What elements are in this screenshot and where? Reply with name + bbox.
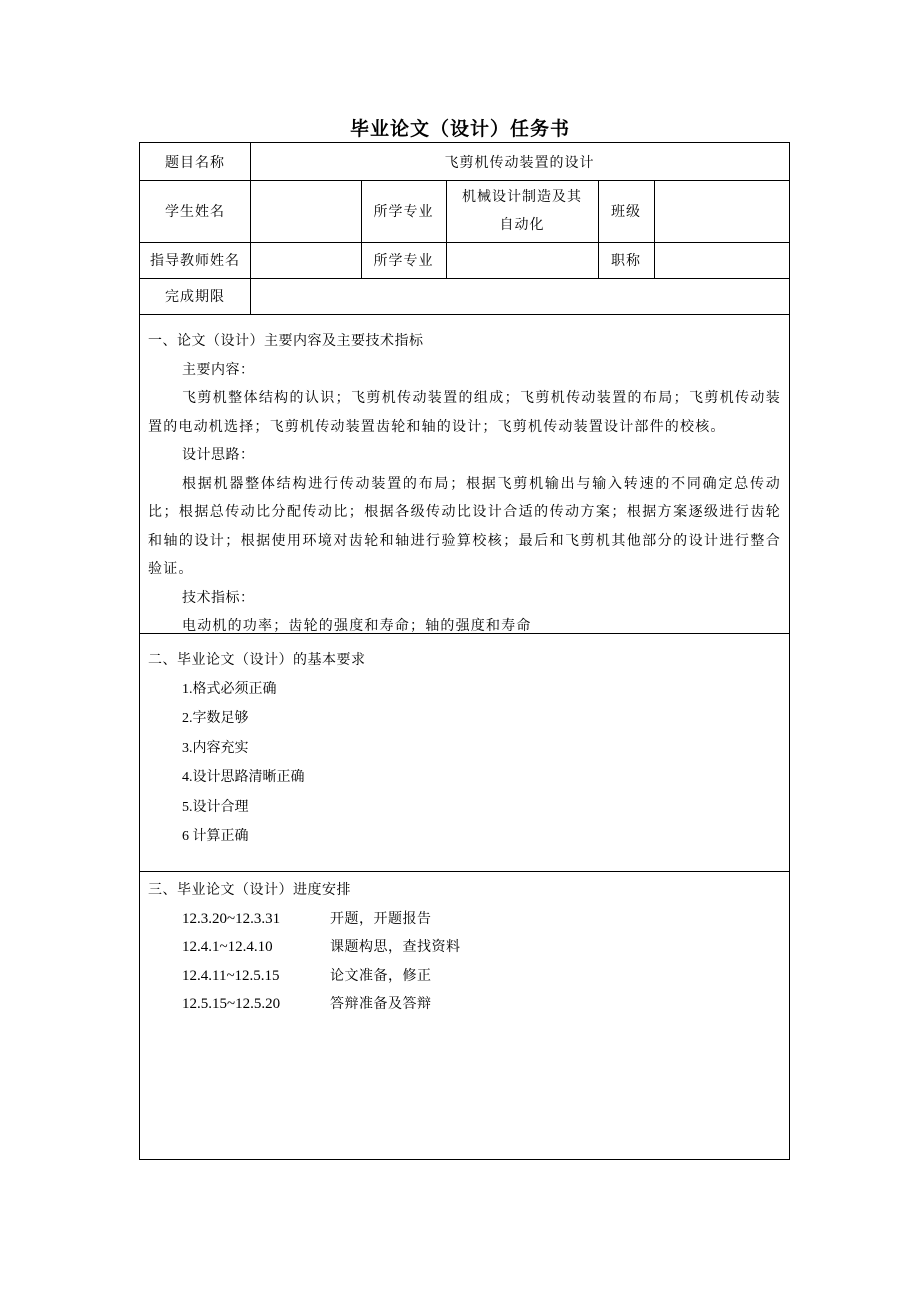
section-heading: 三、毕业论文（设计）进度安排 <box>148 882 351 898</box>
title-rank-label: 职称 <box>611 253 641 269</box>
schedule-date: 12.4.1~12.4.10 <box>182 939 273 955</box>
section-main-content <box>148 327 781 641</box>
schedule-row <box>148 905 781 934</box>
schedule-date: 12.5.15~12.5.20 <box>182 996 281 1012</box>
schedule-date: 12.3.20~12.3.31 <box>182 910 281 927</box>
topic-value[interactable]: 飞剪机传动装置的设计 <box>444 154 595 171</box>
major-value[interactable]: 机械设计制造及其自动化 <box>462 189 582 233</box>
idea-text: 根据机器整体结构进行传动装置的布局；根据飞剪机输出与输入转速的不同确定总传动比；根据总传动比分配传动比；根据各级传动比设计合适的传动方案；根据方案逐级进行齿轮和轴的设计；根据使用环境对齿轮和轴进行验算校核；最后和飞剪机其他部分的设计进行整合验证。 <box>148 475 781 577</box>
list-item: 5.设计合理 <box>182 799 249 815</box>
teacher-major-label: 所学专业 <box>373 253 434 269</box>
teacher-name-label: 指导教师姓名 <box>150 253 240 269</box>
content-label: 主要内容： <box>182 361 255 378</box>
index-label: 技术指标： <box>182 589 255 606</box>
schedule-date: 12.4.11~12.5.15 <box>182 967 280 984</box>
schedule-row <box>148 933 781 962</box>
document-title: 毕业论文（设计）任务书 <box>349 118 570 140</box>
schedule-row <box>148 962 781 991</box>
teacher-name-value[interactable] <box>250 242 361 278</box>
list-item: 2.字数足够 <box>182 711 249 726</box>
teacher-major-value[interactable] <box>446 242 598 278</box>
list-item: 3.内容充实 <box>182 740 249 756</box>
deadline-label: 完成期限 <box>165 289 225 305</box>
content-text: 飞剪机整体结构的认识；飞剪机传动装置的组成；飞剪机传动装置的布局；飞剪机传动装置的电动机选择；飞剪机传动装置齿轮和轴的设计；飞剪机传动装置设计部件的校核。 <box>148 390 781 435</box>
row-divider <box>140 871 789 872</box>
schedule-task: 课题构思，查找资料 <box>330 939 461 955</box>
major-label: 所学专业 <box>373 204 434 220</box>
class-value[interactable] <box>654 180 789 242</box>
class-label: 班级 <box>611 204 641 220</box>
idea-label: 设计思路： <box>182 447 255 463</box>
deadline-value[interactable] <box>250 278 789 314</box>
section-heading: 一、论文（设计）主要内容及主要技术指标 <box>148 333 424 349</box>
schedule-task: 答辩准备及答辩 <box>330 996 432 1012</box>
list-item: 6 计算正确 <box>182 829 249 844</box>
list-item: 4.设计思路清晰正确 <box>182 770 305 785</box>
title-rank-value[interactable] <box>654 242 789 278</box>
student-name-label: 学生姓名 <box>165 204 225 220</box>
section-heading: 二、毕业论文（设计）的基本要求 <box>148 652 366 668</box>
list-item: 1.格式必须正确 <box>182 681 277 697</box>
schedule-row <box>148 990 781 1019</box>
section-requirements <box>148 646 781 852</box>
task-form <box>139 142 790 1160</box>
topic-label: 题目名称 <box>165 154 225 171</box>
index-text: 电动机的功率；齿轮的强度和寿命；轴的强度和寿命 <box>182 618 532 634</box>
schedule-task: 开题，开题报告 <box>330 910 432 927</box>
student-name-value[interactable] <box>250 180 361 242</box>
section-schedule <box>148 876 781 1019</box>
schedule-task: 论文准备，修正 <box>330 967 432 984</box>
row-divider <box>140 314 789 315</box>
